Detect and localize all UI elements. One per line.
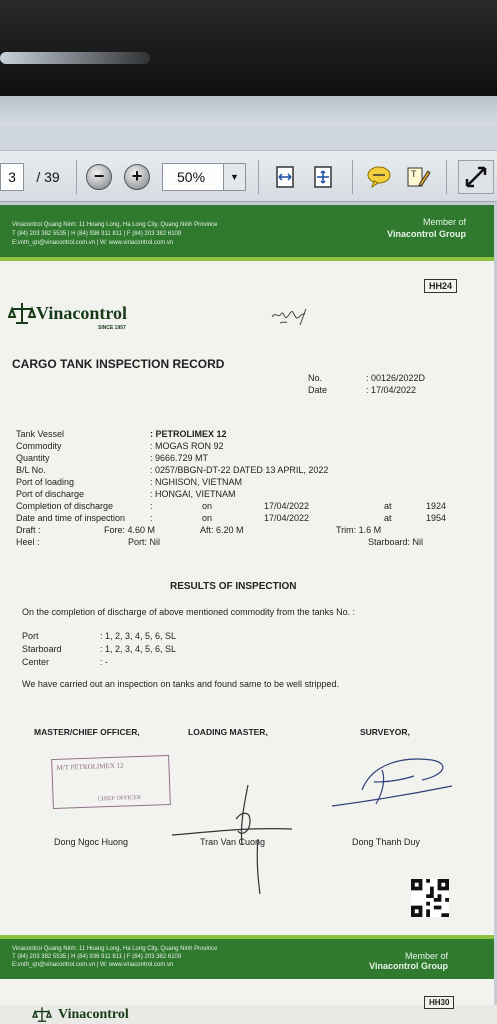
field-label: B/L No. [16, 465, 46, 475]
fit-width-button[interactable] [270, 163, 300, 191]
commodity-value: : MOGAS RON 92 [150, 441, 224, 451]
field-label: Draft : [16, 525, 41, 535]
record-no-value: : 00126/2022D [366, 373, 426, 383]
field-label: Quantity [16, 453, 50, 463]
logo-since: SINCE 1957 [98, 325, 126, 331]
sign-button[interactable] [404, 163, 434, 191]
document-title: CARGO TANK INSPECTION RECORD [12, 357, 225, 371]
zoom-value: 50% [177, 169, 206, 185]
zoom-in-button[interactable] [122, 163, 152, 191]
results-intro: On the completion of discharge of above mentioned commodity from the tanks No. : [22, 607, 356, 617]
menu-strip [0, 96, 497, 126]
name-loading: Tran Van Cuong [200, 837, 266, 847]
pen-sign-icon [406, 165, 432, 189]
field-label: Commodity [16, 441, 62, 451]
footer-member-group: Vinacontrol Group [369, 961, 448, 971]
draft-aft: Aft: 6.20 M [200, 525, 244, 535]
monitor-bezel [0, 0, 497, 96]
letterhead-band [0, 205, 494, 257]
bl-no-value: : 0257/BBGN-DT-22 DATED 13 APRIL, 2022 [150, 465, 329, 475]
footer-address-3: E:vnth_qn@vinacontrol.com.vn | W: www.vinacontrol.com.vn [12, 962, 174, 968]
tank-center-value: : - [100, 657, 108, 667]
completion-on: on [202, 501, 213, 511]
port-discharge-value: : HONGAI, VIETNAM [150, 489, 236, 499]
vinacontrol-scale-icon [8, 301, 36, 327]
field-label: Heel : [16, 537, 40, 547]
name-master: Dong Ngoc Huong [54, 837, 129, 847]
inspection-on: on [202, 513, 213, 523]
field-label: Tank Vessel [16, 429, 65, 439]
letterhead-address-1: Vinacontrol Quang Ninh: 11 Hoang Long, Ha Long City, Quang Ninh Province [12, 222, 218, 228]
plus-icon: + [124, 164, 150, 190]
heel-port: Port: Nil [128, 537, 161, 547]
completion-at: at [384, 501, 392, 511]
svg-text:T: T [411, 169, 417, 179]
tank-port-value: : 1, 2, 3, 4, 5, 6, SL [100, 631, 177, 641]
trim-value: Trim: 1.6 M [336, 525, 382, 535]
conclusion-text: We have carried out an inspection on tanks and found same to be well stripped. [22, 679, 340, 689]
record-date-value: : 17/04/2022 [366, 385, 417, 395]
toolbar-divider [258, 160, 259, 194]
comment-button[interactable] [364, 163, 394, 191]
document-page [0, 205, 494, 1005]
tank-vessel-value: : PETROLIMEX 12 [150, 429, 227, 439]
stamp-chief-officer: CHIEF OFFICER [97, 794, 142, 803]
field-label: Port of loading [16, 477, 75, 487]
chevron-down-icon: ▼ [223, 164, 245, 190]
quantity-value: : 9666.729 MT [150, 453, 209, 463]
inspection-colon: : [150, 513, 153, 523]
port-loading-value: : NGHISON, VIETNAM [150, 477, 243, 487]
draft-fore: Fore: 4.60 M [104, 525, 156, 535]
record-date-label: Date [308, 385, 328, 395]
next-page-logo: Vinacontrol [58, 1007, 129, 1022]
footer-address-2: T (84) 203 382 5535 | H (84) 936 911 811 | F (84) 203 382 6109 [12, 954, 182, 960]
fit-width-icon [273, 165, 297, 189]
sig-surveyor-title: SURVEYOR, [360, 727, 410, 737]
screen-glare [0, 52, 150, 64]
page-total-label: / 39 [36, 169, 60, 185]
next-page-code: HH30 [424, 996, 454, 1009]
toolbar-divider [446, 160, 447, 194]
inspection-time: 1954 [426, 513, 447, 523]
loading-master-signature [170, 765, 320, 895]
tank-starboard-label: Starboard [22, 644, 62, 654]
field-label: Date and time of inspection [16, 513, 126, 523]
speech-bubble-icon [366, 165, 392, 189]
sig-master-title: MASTER/CHIEF OFFICER, [34, 727, 140, 737]
letterhead-address-3: E:vnth_qn@vinacontrol.com.vn | W: www.vinacontrol.com.vn [12, 240, 174, 246]
member-group-label: Vinacontrol Group [387, 229, 466, 239]
zoom-level-select[interactable] [162, 163, 246, 191]
vessel-stamp [51, 755, 171, 809]
letterhead-stripe [0, 257, 494, 261]
page-number-input[interactable]: 3 [0, 163, 24, 191]
completion-time: 1924 [426, 501, 447, 511]
footer-address-1: Vinacontrol Quang Ninh: 11 Hoang Long, Ha Long City, Quang Ninh Province [12, 946, 218, 952]
expand-icon [463, 164, 489, 190]
initials-signature [268, 305, 316, 331]
tank-starboard-value: : 1, 2, 3, 4, 5, 6, SL [100, 644, 177, 654]
inspection-at: at [384, 513, 392, 523]
letterhead-address-2: T (84) 203 382 5535 | H (84) 936 911 811 | F (84) 203 382 6109 [12, 231, 182, 237]
footer-band [0, 939, 494, 979]
tank-center-label: Center [22, 657, 50, 667]
member-of-label: Member of [422, 217, 466, 227]
field-label: Completion of discharge [16, 501, 114, 511]
stamp-vessel-name: M/T PETROLIMEX 12 [56, 761, 124, 772]
qr-code-icon [410, 879, 450, 917]
results-title: RESULTS OF INSPECTION [170, 581, 297, 592]
tank-port-label: Port [22, 631, 39, 641]
minus-icon: − [86, 164, 112, 190]
fit-page-button[interactable] [308, 163, 338, 191]
form-code: HH24 [424, 279, 457, 293]
field-label: Port of discharge [16, 489, 85, 499]
vinacontrol-scale-icon [30, 1006, 54, 1024]
toolbar-divider [76, 160, 77, 194]
name-surveyor: Dong Thanh Duy [352, 837, 420, 847]
fit-page-icon [311, 165, 335, 189]
completion-colon: : [150, 501, 153, 511]
footer-member-of: Member of [404, 951, 448, 961]
heel-starboard: Starboard: Nil [368, 537, 424, 547]
zoom-out-button[interactable] [84, 163, 114, 191]
expand-button[interactable] [458, 160, 494, 194]
completion-date: 17/04/2022 [264, 501, 310, 511]
logo-name: Vinacontrol [36, 303, 128, 323]
surveyor-signature [322, 750, 472, 820]
sig-loading-title: LOADING MASTER, [188, 727, 268, 737]
record-no-label: No. [308, 373, 323, 383]
inspection-date: 17/04/2022 [264, 513, 310, 523]
toolbar-divider [352, 160, 353, 194]
